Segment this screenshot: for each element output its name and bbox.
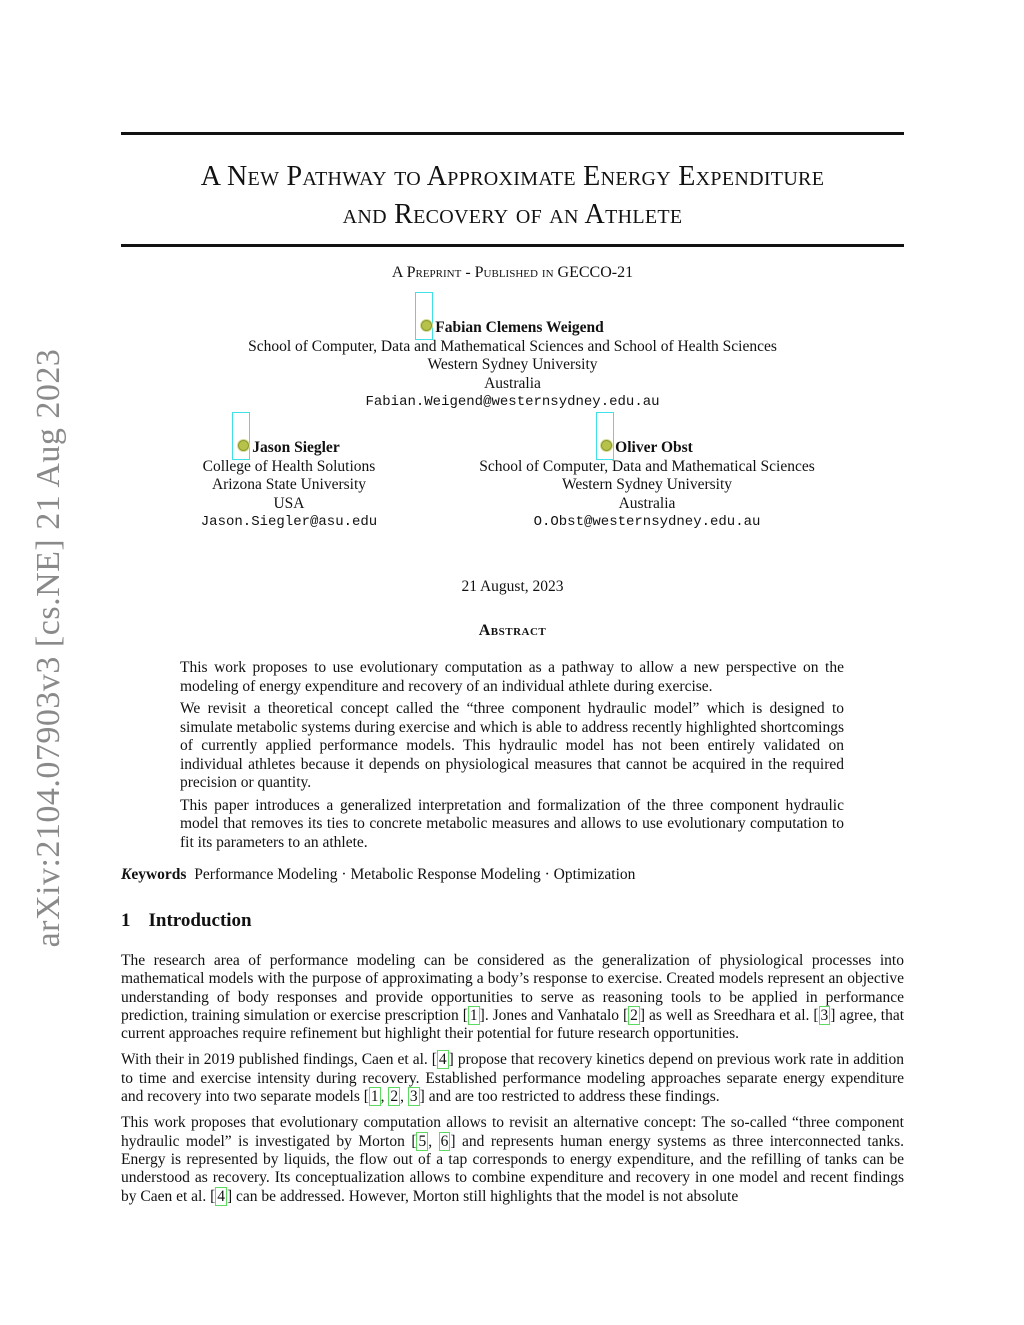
keywords-text: Performance Modeling · Metabolic Response Modeling · Optimization xyxy=(194,866,636,883)
text-run: ] as well as Sreedhara et al. [ xyxy=(639,1006,819,1024)
orcid-icon[interactable] xyxy=(238,440,249,451)
keywords xyxy=(121,866,635,884)
author-email[interactable]: O.Obst@westernsydney.edu.au xyxy=(533,514,761,530)
author-email[interactable]: Jason.Siegler@asu.edu xyxy=(200,514,378,530)
abstract-paragraph: This work proposes to use evolutionary computation as a pathway to allow a new perspective on the modeling of energy expenditure and recovery of an individual athlete during exercise. xyxy=(180,659,844,695)
title-rule-top xyxy=(121,132,904,135)
title-line-2: and Recovery of an Athlete xyxy=(342,199,683,230)
orcid-icon[interactable] xyxy=(601,440,612,451)
author-main xyxy=(121,319,904,412)
title-rule-bottom xyxy=(121,244,904,247)
citation-link[interactable]: 2 xyxy=(630,1006,638,1024)
keywords-label-rest: eywords xyxy=(131,866,187,883)
author-right xyxy=(447,439,847,532)
author-country: Australia xyxy=(618,494,676,512)
keywords-label-k: K xyxy=(121,866,132,883)
citation-link[interactable]: 4 xyxy=(217,1187,226,1205)
text-run: The research area of performance modeling can be considered as the generalization of physiological processes into mathematical models with the purpose of approximating a body’s response to exercise. Created models represent an objective understanding of body responses and provide opportunities to serve as reasoning tools to be applied in performance prediction, training simulation or exercise prescription [ xyxy=(121,952,904,1024)
abstract-paragraph: We revisit a theoretical concept called the “three component hydraulic model” which is designed to simulate metabolic systems during exercise and which is able to address recently highlighted shortcomings of currently applied performance models. This hydraulic model has not been entirely validated on individual athletes because it depends on physiological measures that cannot be acquired in the required precision or quantity. xyxy=(180,700,844,791)
author-affiliation: College of Health Solutions xyxy=(202,457,376,475)
citation-link[interactable]: 3 xyxy=(409,1088,418,1106)
author-country: Australia xyxy=(484,374,541,392)
author-name: Jason Siegler xyxy=(252,439,340,456)
author-country: USA xyxy=(273,494,305,512)
citation-link[interactable]: 4 xyxy=(438,1051,447,1069)
author-affiliation: School of Computer, Data and Mathematical Sciences and School of Health Sciences xyxy=(248,337,777,355)
citation-link[interactable]: 2 xyxy=(390,1088,399,1106)
text-run: With their in 2019 published findings, Caen et al. [ xyxy=(121,1051,437,1069)
body-paragraph xyxy=(121,1051,904,1106)
abstract xyxy=(180,659,844,856)
citation-link[interactable]: 3 xyxy=(820,1006,829,1024)
body-paragraph xyxy=(121,1114,904,1205)
author-name: Fabian Clemens Weigend xyxy=(435,319,604,336)
author-university: Western Sydney University xyxy=(561,476,733,493)
abstract-heading: Abstract xyxy=(478,622,547,639)
author-university: Western Sydney University xyxy=(427,356,598,373)
citation-link[interactable]: 6 xyxy=(440,1132,449,1150)
publication-date: 21 August, 2023 xyxy=(461,578,564,595)
author-email[interactable]: Fabian.Weigend@westernsydney.edu.au xyxy=(365,394,660,410)
text-run: , xyxy=(400,1088,408,1106)
text-run: ] propose that recovery kinetics depend on previous work rate in addition to time and exercise intensity during recovery. Established performance modeling approaches separate energy expenditure and recovery into two separate models [ xyxy=(121,1051,904,1106)
orcid-icon[interactable] xyxy=(421,320,432,331)
author-university: Arizona State University xyxy=(211,476,367,493)
preprint-subtitle: A Preprint - Published in GECCO-21 xyxy=(391,264,634,281)
paper-title xyxy=(121,158,904,234)
abstract-paragraph: This paper introduces a generalized interpretation and formalization of the three component hydraulic model that removes its ties to concrete metabolic measures and allows to use evolutionary computation to fit its parameters to an athlete. xyxy=(180,796,844,851)
citation-link[interactable]: 1 xyxy=(370,1088,379,1106)
text-run: ] and represents human energy systems as three interconnected tanks. Energy is represented by liquids, the flow out of a tap corresponds to energy expenditure, and the refilling of tanks can be understood as recovery. Its conceptualization allows to combine expenditure and recovery in one model and recent findings by Caen et al. [ xyxy=(121,1132,905,1205)
text-run: ]. Jones and Vanhatalo [ xyxy=(479,1006,629,1024)
arxiv-stamp: arXiv:2104.07903v3 [cs.NE] 21 Aug 2023 xyxy=(30,348,67,948)
title-line-1: A New Pathway to Approximate Energy Expenditure xyxy=(200,161,825,192)
section-body xyxy=(121,952,904,1214)
text-run: ] and are too restricted to address these findings. xyxy=(419,1088,720,1106)
section-title: Introduction xyxy=(148,910,252,931)
body-paragraph xyxy=(121,952,904,1043)
section-number: 1 xyxy=(121,910,131,931)
text-run: ] agree, that current approaches require refinement but highlight their potential for future research opportunities. xyxy=(121,1006,905,1043)
text-run: ] can be addressed. However, Morton still highlights that the model is not absolute xyxy=(227,1187,739,1205)
author-name: Oliver Obst xyxy=(615,439,693,456)
text-run: This work proposes that evolutionary computation allows to revisit an alternative concept: The so-called “three component hydraulic model” is investigated by Morton [ xyxy=(121,1114,904,1150)
citation-link[interactable]: 5 xyxy=(418,1132,427,1150)
author-left xyxy=(160,439,418,532)
text-run: , xyxy=(428,1132,439,1150)
citation-link[interactable]: 1 xyxy=(469,1006,478,1024)
text-run: , xyxy=(380,1088,389,1106)
section-heading xyxy=(121,910,252,932)
author-affiliation: School of Computer, Data and Mathematical Sciences xyxy=(479,457,815,475)
